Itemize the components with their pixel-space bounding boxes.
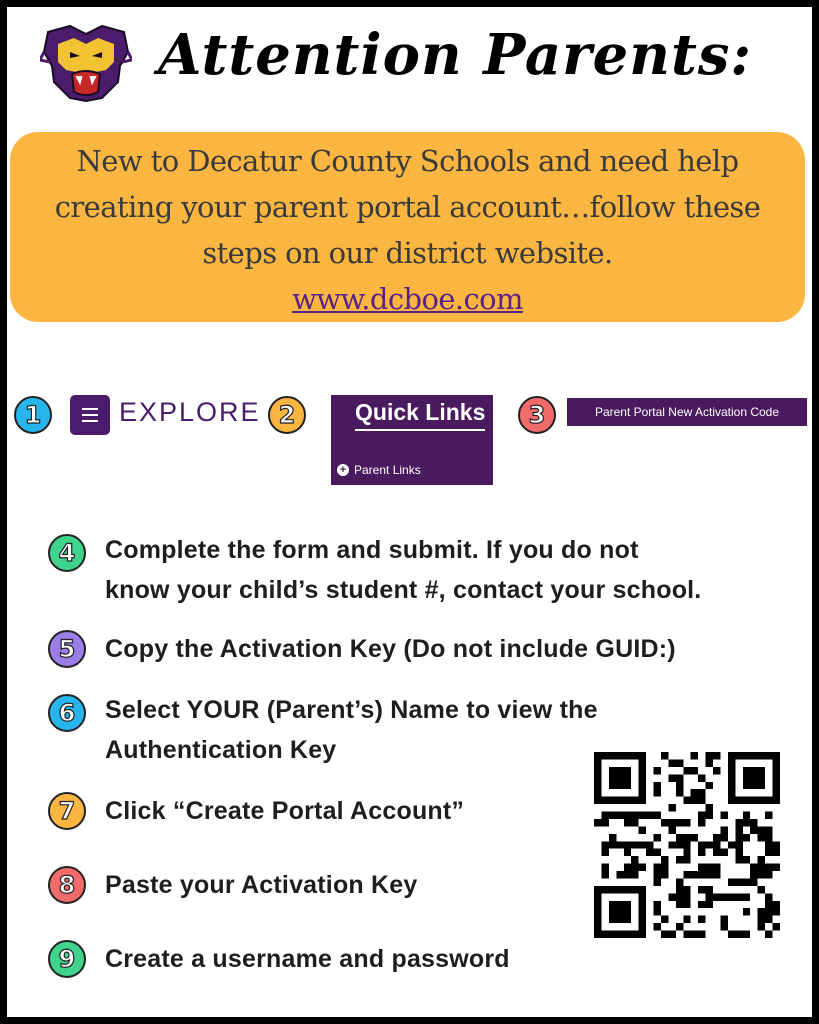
plus-circle-icon: + <box>337 464 349 476</box>
hamburger-menu-icon[interactable] <box>70 395 110 435</box>
parent-links-label: Parent Links <box>354 463 421 477</box>
step-line: Complete the form and submit. If you do not <box>105 536 639 564</box>
page-title: Attention Parents: <box>158 22 753 88</box>
step-number-4: 4 <box>48 534 86 572</box>
step-number-9: 9 <box>48 940 86 978</box>
tiger-head-icon <box>40 22 132 102</box>
step-text-5: Copy the Activation Key (Do not include GUID:) <box>105 635 676 663</box>
banner-line: creating your parent portal account…follow these <box>54 190 761 224</box>
step-text-7: Click “Create Portal Account” <box>105 797 465 825</box>
step-line: Authentication Key <box>105 736 337 764</box>
step-number-3: 3 <box>518 396 556 434</box>
step-number-6: 6 <box>48 694 86 732</box>
qr-code-icon[interactable] <box>594 752 780 938</box>
step-number-5: 5 <box>48 630 86 668</box>
quick-links-title: Quick Links <box>355 399 485 431</box>
step-text-6 <box>105 690 598 770</box>
step-number-8: 8 <box>48 866 86 904</box>
parent-links-item[interactable] <box>337 463 421 477</box>
district-website-link[interactable]: www.dcboe.com <box>292 282 523 316</box>
quick-links-panel[interactable] <box>331 395 493 485</box>
banner-line: New to Decatur County Schools and need help <box>76 144 739 178</box>
intro-banner <box>10 132 805 322</box>
step-text-9: Create a username and password <box>105 945 510 973</box>
step-number-1: 1 <box>14 396 52 434</box>
activation-code-button[interactable]: Parent Portal New Activation Code <box>567 398 807 426</box>
step-text-4 <box>105 530 701 610</box>
step-line: Select YOUR (Parent’s) Name to view the <box>105 696 598 724</box>
step-line: know your child’s student #, contact your school. <box>105 576 702 604</box>
banner-line: steps on our district website. <box>202 236 613 270</box>
step-number-7: 7 <box>48 792 86 830</box>
step-text-8: Paste your Activation Key <box>105 871 418 899</box>
step-number-2: 2 <box>268 396 306 434</box>
explore-label[interactable]: EXPLORE <box>119 397 261 427</box>
